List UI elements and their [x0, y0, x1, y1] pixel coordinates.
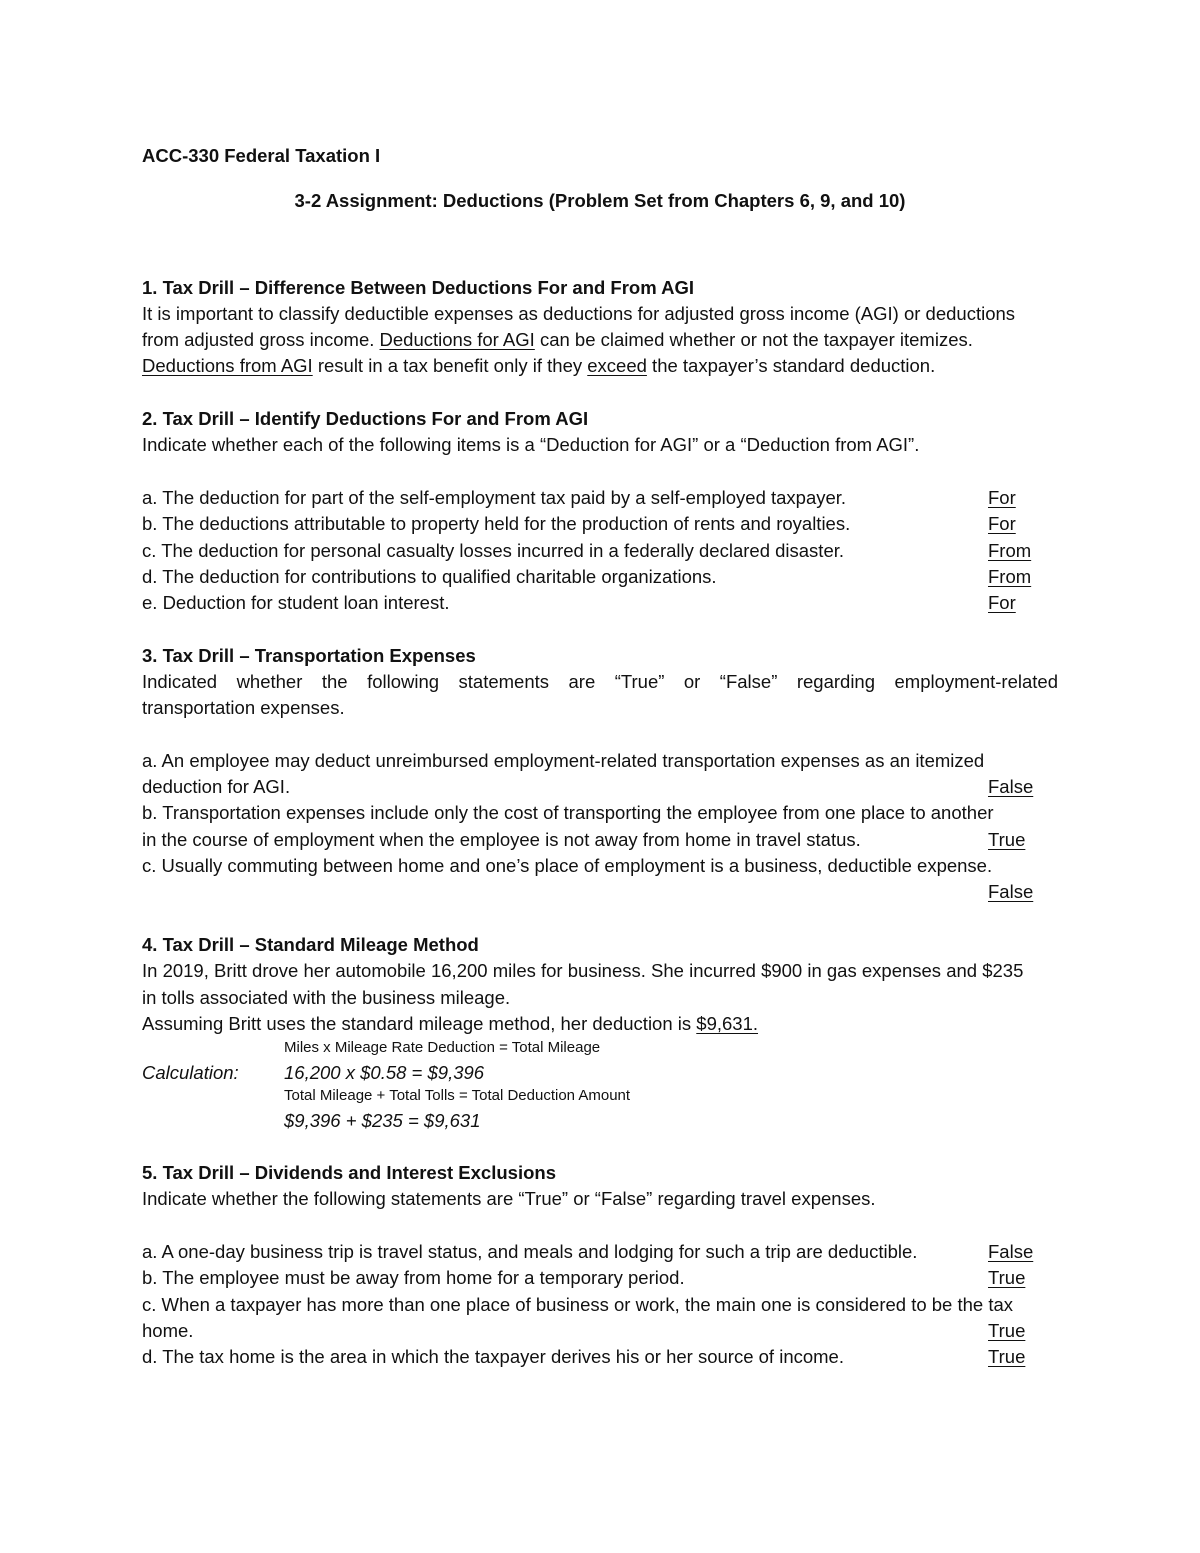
assignment-title: 3-2 Assignment: Deductions (Problem Set from Chapters 6, 9, and 10): [294, 190, 906, 211]
q5-heading: 5. Tax Drill – Dividends and Interest Exclusions: [142, 1162, 556, 1183]
q3-intro-line2: transportation expenses.: [142, 697, 345, 718]
q3-answer-a: False: [988, 776, 1034, 797]
q1-line2-text: from adjusted gross income.: [142, 329, 380, 350]
q3-item-b-line2: in the course of employment when the employee is not away from home in travel status.: [142, 829, 861, 850]
q2-item-e: e. Deduction for student loan interest.: [142, 592, 450, 613]
q2-answer-c: From: [988, 540, 1032, 561]
q4-line2: in tolls associated with the business mileage.: [142, 987, 511, 1008]
q3-heading: 3. Tax Drill – Transportation Expenses: [142, 645, 476, 666]
q2-item-c: c. The deduction for personal casualty losses incurred in a federally declared disaster.: [142, 540, 845, 561]
q3-answer-b: True: [988, 829, 1026, 850]
q3-answer-c: False: [988, 881, 1034, 902]
q3-item-a-line1: a. An employee may deduct unreimbursed employment-related transportation expenses as an itemized: [142, 750, 985, 771]
q4-formula2: $9,396 + $235 = $9,631: [284, 1110, 481, 1131]
q2-answer-d: From: [988, 566, 1032, 587]
q5-item-a: a. A one-day business trip is travel status, and meals and lodging for such a trip are deductible.: [142, 1241, 918, 1262]
q5-answer-a: False: [988, 1241, 1034, 1262]
q5-item-c-line2: home.: [142, 1320, 194, 1341]
q3-item-b-line1: b. Transportation expenses include only the cost of transporting the employee from one place to another: [142, 802, 994, 823]
q2-item-a: a. The deduction for part of the self-employment tax paid by a self-employed taxpayer.: [142, 487, 847, 508]
q1-deductions-for-agi: Deductions for AGI: [379, 329, 535, 350]
q5-answer-c: True: [988, 1320, 1026, 1341]
q1-exceed: exceed: [587, 355, 647, 376]
q3-intro-line1: Indicated whether the following statements are “True” or “False” regarding employment-related: [142, 671, 1058, 692]
q4-calculation-label: Calculation:: [142, 1062, 239, 1083]
q1-line2: [142, 327, 973, 353]
q3-item-c-line1: c. Usually commuting between home and one’s place of employment is a business, deductible expense.: [142, 855, 993, 876]
q5-item-c-line1: c. When a taxpayer has more than one place of business or work, the main one is considered to be the tax: [142, 1294, 1014, 1315]
q4-line3-text: Assuming Britt uses the standard mileage method, her deduction is: [142, 1013, 697, 1034]
q2-answer-a: For: [988, 487, 1016, 508]
q3-item-a-line2: deduction for AGI.: [142, 776, 291, 797]
q5-item-d: d. The tax home is the area in which the taxpayer derives his or her source of income.: [142, 1346, 844, 1367]
q2-answer-e: For: [988, 592, 1016, 613]
q1-line3: [142, 353, 935, 379]
course-title: ACC-330 Federal Taxation I: [142, 145, 381, 166]
q5-intro: Indicate whether the following statements are “True” or “False” regarding travel expenses.: [142, 1188, 876, 1209]
q4-deduction-amount: $9,631.: [696, 1013, 759, 1034]
q2-item-b: b. The deductions attributable to property held for the production of rents and royalties.: [142, 513, 851, 534]
q2-item-d: d. The deduction for contributions to qualified charitable organizations.: [142, 566, 717, 587]
q4-formula2-label: Total Mileage + Total Tolls = Total Deduction Amount: [284, 1087, 631, 1104]
q1-deductions-from-agi: Deductions from AGI: [142, 355, 313, 376]
q5-answer-d: True: [988, 1346, 1026, 1367]
q5-answer-b: True: [988, 1267, 1026, 1288]
q4-line1: In 2019, Britt drove her automobile 16,200 miles for business. She incurred $900 in gas expenses and $235: [142, 960, 1024, 981]
q4-formula1: 16,200 x $0.58 = $9,396: [284, 1062, 485, 1083]
q1-line3-tail: the taxpayer’s standard deduction.: [646, 355, 936, 376]
q1-line3-text: result in a tax benefit only if they: [312, 355, 588, 376]
q4-heading: 4. Tax Drill – Standard Mileage Method: [142, 934, 479, 955]
q2-intro: Indicate whether each of the following items is a “Deduction for AGI” or a “Deduction from AGI”.: [142, 434, 920, 455]
q4-line3: [142, 1011, 758, 1037]
q1-line1: It is important to classify deductible expenses as deductions for adjusted gross income (AGI) or deductions: [142, 303, 1016, 324]
q2-answer-b: For: [988, 513, 1016, 534]
q1-line2-tail: can be claimed whether or not the taxpayer itemizes.: [534, 329, 973, 350]
q4-formula1-label: Miles x Mileage Rate Deduction = Total Mileage: [284, 1039, 601, 1056]
q5-item-b: b. The employee must be away from home for a temporary period.: [142, 1267, 685, 1288]
q2-heading: 2. Tax Drill – Identify Deductions For and From AGI: [142, 408, 589, 429]
q1-heading: 1. Tax Drill – Difference Between Deductions For and From AGI: [142, 277, 695, 298]
